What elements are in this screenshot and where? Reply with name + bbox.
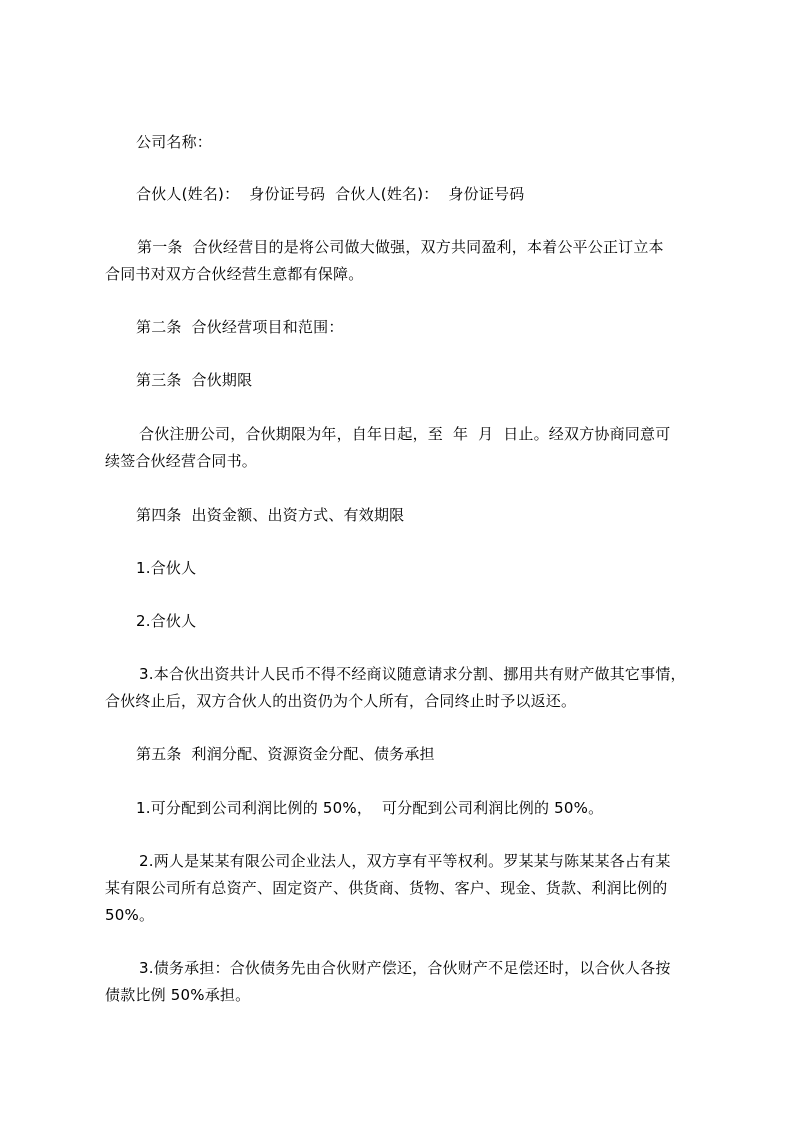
- article-5-item-3-line-1: 3.债务承担：合伙债务先由合伙财产偿还，合伙财产不足偿还时，以合伙人各按: [139, 959, 671, 977]
- article-4-item-3-line-1: 3.本合伙出资共计人民币不得不经商议随意请求分割、挪用共有财产做其它事情，: [139, 665, 686, 683]
- article-5-item-3-line-2: 债款比例 50%承担。: [105, 986, 251, 1004]
- article-4-title: 第四条 出资金额、出资方式、有效期限: [136, 506, 405, 524]
- article-5-item-2-line-2: 某有限公司所有总资产、固定资产、供货商、货物、客户、现金、货款、利润比例的: [105, 879, 668, 897]
- article-4-item-3-line-2: 合伙终止后，双方合伙人的出资仍为个人所有，合同终止时予以返还。: [105, 692, 577, 710]
- article-5-item-1: 1.可分配到公司利润比例的 50%， 可分配到公司利润比例的 50%。: [136, 799, 604, 817]
- article-5-item-2-line-3: 50%。: [105, 906, 155, 924]
- article-3-line-2: 续签合伙经营合同书。: [105, 452, 258, 470]
- partners-line: 合伙人(姓名)： 身份证号码 合伙人(姓名)： 身份证号码: [136, 185, 525, 203]
- article-1-line-2: 合同书对双方合伙经营生意都有保障。: [105, 265, 364, 283]
- company-name-label: 公司名称：: [136, 133, 213, 151]
- article-1-line-1: 第一条 合伙经营目的是将公司做大做强，双方共同盈利，本着公平公正订立本: [137, 238, 664, 256]
- article-3-title: 第三条 合伙期限: [136, 371, 253, 389]
- article-4-item-2: 2.合伙人: [136, 612, 197, 630]
- article-3-line-1: 合伙注册公司，合伙期限为年，自年日起，至 年 月 日止。经双方协商同意可: [139, 425, 671, 443]
- article-2-title: 第二条 合伙经营项目和范围：: [136, 318, 344, 336]
- article-5-title: 第五条 利润分配、资源资金分配、债务承担: [136, 745, 435, 763]
- article-5-item-2-line-1: 2.两人是某某有限公司企业法人，双方享有平等权利。罗某某与陈某某各占有某: [139, 852, 671, 870]
- article-4-item-1: 1.合伙人: [136, 559, 197, 577]
